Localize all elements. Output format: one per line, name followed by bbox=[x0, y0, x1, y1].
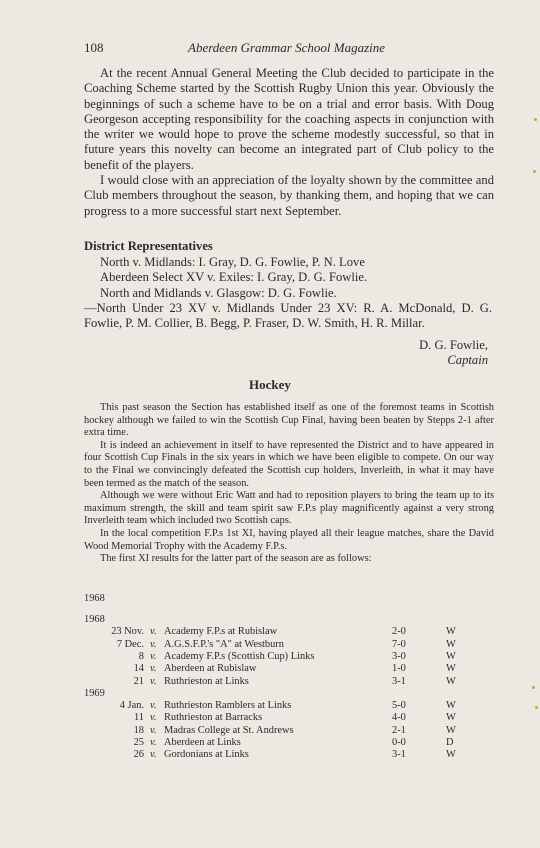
result-row bbox=[84, 725, 494, 737]
result-outcome: W bbox=[446, 724, 456, 736]
result-opponent: Aberdeen at Rubislaw bbox=[164, 663, 257, 675]
result-score: 2-0 bbox=[392, 626, 406, 638]
result-versus: v. bbox=[150, 675, 157, 687]
result-score: 5-0 bbox=[392, 700, 406, 712]
result-date: 25 bbox=[133, 737, 144, 748]
result-outcome: W bbox=[446, 749, 456, 761]
result-versus: v. bbox=[150, 663, 157, 675]
result-outcome: D bbox=[446, 737, 454, 748]
signature bbox=[419, 338, 488, 369]
result-opponent: A.G.S.F.P.'s "A" at Westburn bbox=[164, 638, 284, 650]
result-date: 14 bbox=[133, 663, 144, 675]
result-versus: v. bbox=[150, 737, 157, 748]
margin-speck bbox=[534, 118, 537, 121]
result-versus: v. bbox=[150, 712, 157, 724]
margin-speck bbox=[533, 170, 536, 173]
result-versus: v. bbox=[150, 724, 157, 736]
signature-name: D. G. Fowlie, bbox=[419, 338, 488, 352]
result-row bbox=[84, 626, 494, 638]
result-score: 3-0 bbox=[392, 650, 406, 662]
signature-title: Captain bbox=[447, 353, 488, 368]
result-score: 0-0 bbox=[392, 737, 406, 748]
margin-speck bbox=[535, 706, 538, 709]
result-opponent: Aberdeen at Links bbox=[164, 737, 241, 748]
result-opponent: Academy F.P.s at Rubislaw bbox=[164, 626, 278, 638]
result-row bbox=[84, 700, 494, 712]
result-outcome: W bbox=[446, 638, 456, 650]
rugby-paragraph: I would close with an appreciation of the loyalty shown by the committee and Club members throughout the season, by thanking them, and hoping that we can progress to a more successful start next September. bbox=[84, 173, 494, 218]
result-outcome: W bbox=[446, 626, 456, 638]
district-line: Aberdeen Select XV v. Exiles: I. Gray, D. G. Fowlie. bbox=[100, 270, 368, 285]
margin-speck bbox=[532, 686, 535, 689]
publication-title: Aberdeen Grammar School Magazine bbox=[188, 40, 386, 55]
result-versus: v. bbox=[150, 638, 157, 650]
result-versus: v. bbox=[150, 700, 157, 712]
result-outcome: W bbox=[446, 650, 456, 662]
results-year: 1968 bbox=[84, 614, 105, 625]
hockey-paragraph: It is indeed an achievement in itself to have represented the District and to have appeared in four Scottish Cup Finals in the six years in which we have been eligible to compete. On our way to the Final we convincingly defeated the Scottish cup holders, Inverleith, in what it may have been termed as the match of the season. bbox=[84, 439, 494, 489]
result-row bbox=[84, 663, 494, 675]
result-score: 7-0 bbox=[392, 638, 406, 650]
hockey-paragraph: In the local competition F.P.s 1st XI, having played all their league matches, share the David Wood Memorial Trophy with the Academy F.P.s. bbox=[84, 527, 494, 552]
result-score: 2-1 bbox=[392, 724, 406, 736]
page-header bbox=[84, 40, 492, 58]
result-opponent: Ruthrieston Ramblers at Links bbox=[164, 700, 292, 712]
result-outcome: W bbox=[446, 663, 456, 675]
results-year-row bbox=[84, 688, 494, 700]
result-row bbox=[84, 651, 494, 663]
hockey-heading: Hockey bbox=[249, 377, 291, 392]
hockey-paragraph: The first XI results for the latter part of the season are as follows: bbox=[100, 553, 372, 565]
results-year: 1969 bbox=[84, 687, 105, 699]
result-date: 23 Nov. bbox=[111, 626, 144, 638]
result-outcome: W bbox=[446, 700, 456, 712]
result-outcome: W bbox=[446, 712, 456, 724]
rugby-paragraph: At the recent Annual General Meeting the Club decided to participate in the Coaching Scheme started by the Scottish Rugby Union this year. Obviously the beginnings of such a scheme have to be on a trial and error basis. With Doug Georgeson accepting responsibility for the coaching aspects in conjunction with the writer we would hope to prove the scheme modestly successful, so that in future years this novelty can become an integrated part of Club policy to the benefit of the players. bbox=[84, 66, 494, 172]
district-line: North v. Midlands: I. Gray, D. G. Fowlie, P. N. Love bbox=[100, 255, 365, 269]
result-versus: v. bbox=[150, 626, 157, 638]
result-score: 3-1 bbox=[392, 749, 406, 761]
result-outcome: W bbox=[446, 675, 456, 687]
result-date: 21 bbox=[133, 675, 144, 687]
result-row bbox=[84, 639, 494, 651]
result-row bbox=[84, 676, 494, 688]
hockey-paragraph: Although we were without Eric Watt and had to reposition players to bring the team up to its maximum strength, the skill and team spirit saw F.P.s play magnificently against a very strong Inverleith team which included two Scottish caps. bbox=[84, 490, 494, 527]
result-row bbox=[84, 712, 494, 724]
district-line: —North Under 23 XV v. Midlands Under 23 XV: R. A. McDonald, D. G. Fowlie, P. M. Collier, B. Begg, P. Fraser, D. W. Smith, H. R. Millar. bbox=[84, 300, 492, 331]
result-date: 4 Jan. bbox=[119, 700, 144, 712]
result-date: 11 bbox=[133, 712, 144, 724]
result-opponent: Academy F.P.s (Scottish Cup) Links bbox=[164, 650, 315, 662]
district-heading: District Representatives bbox=[84, 239, 213, 253]
result-score: 3-1 bbox=[392, 675, 406, 687]
result-date: 18 bbox=[133, 724, 144, 736]
district-list bbox=[84, 255, 492, 331]
page-number: 108 bbox=[84, 40, 104, 55]
result-versus: v. bbox=[150, 650, 157, 662]
result-date: 26 bbox=[133, 749, 144, 761]
results-year: 1968 bbox=[84, 593, 105, 604]
result-date: 7 Dec. bbox=[116, 638, 144, 650]
result-opponent: Gordonians at Links bbox=[164, 749, 249, 761]
result-score: 1-0 bbox=[392, 663, 406, 675]
rugby-report bbox=[84, 66, 494, 219]
result-row bbox=[84, 749, 494, 761]
result-opponent: Ruthrieston at Barracks bbox=[164, 712, 263, 724]
hockey-report bbox=[84, 402, 494, 566]
hockey-paragraph: This past season the Section has established itself as one of the foremost teams in Scottish hockey although we failed to win the Scottish Cup Final, having been beaten by Stepps 2-1 after extra time. bbox=[84, 402, 494, 439]
district-line: North and Midlands v. Glasgow: D. G. Fowlie. bbox=[100, 285, 337, 300]
results-year-row bbox=[84, 614, 494, 626]
result-versus: v. bbox=[150, 749, 157, 761]
result-score: 4-0 bbox=[392, 712, 406, 724]
result-opponent: Madras College at St. Andrews bbox=[164, 724, 294, 736]
result-row bbox=[84, 737, 494, 749]
result-opponent: Ruthrieston at Links bbox=[164, 675, 249, 687]
result-date: 8 bbox=[138, 650, 144, 662]
